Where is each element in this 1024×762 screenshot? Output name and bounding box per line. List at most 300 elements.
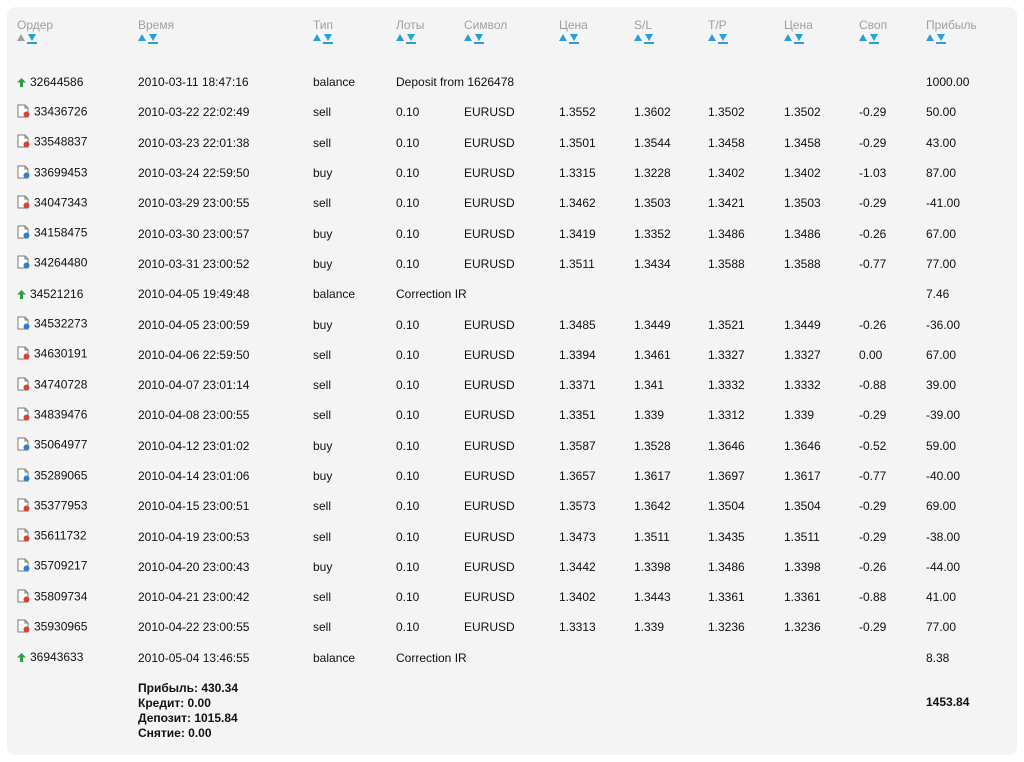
swap-cell: -0.26 bbox=[859, 317, 887, 332]
profit-cell: 7.46 bbox=[926, 287, 950, 302]
order-number: 35709217 bbox=[34, 559, 88, 574]
stop-loss-cell: 1.341 bbox=[634, 378, 665, 393]
red-document-icon bbox=[17, 619, 30, 636]
order-number: 34839476 bbox=[34, 407, 88, 422]
swap-cell: -0.88 bbox=[859, 378, 887, 393]
sort-descending-icon[interactable] bbox=[407, 34, 415, 41]
time-cell: 2010-03-22 22:02:49 bbox=[138, 105, 250, 120]
lots-cell: 0.10 bbox=[396, 317, 420, 332]
stop-loss-cell: 1.3449 bbox=[634, 317, 671, 332]
type-cell: sell bbox=[313, 378, 332, 393]
swap-cell: -0.26 bbox=[859, 559, 887, 574]
symbol-cell: EURUSD bbox=[464, 256, 515, 271]
time-cell: 2010-05-04 13:46:55 bbox=[138, 650, 250, 665]
order-number: 35064977 bbox=[34, 437, 88, 452]
sort-ascending-icon[interactable] bbox=[138, 34, 146, 41]
close-price-cell: 1.3504 bbox=[784, 499, 821, 514]
open-price-cell: 1.3442 bbox=[559, 559, 596, 574]
order-number: 34630191 bbox=[34, 346, 88, 361]
type-cell: sell bbox=[313, 196, 332, 211]
sort-ascending-icon[interactable] bbox=[313, 34, 321, 41]
profit-cell: 1000.00 bbox=[926, 75, 970, 90]
stop-loss-cell: 1.339 bbox=[634, 620, 665, 635]
profit-cell: 43.00 bbox=[926, 135, 957, 150]
column-header-label: Цена bbox=[784, 18, 813, 32]
close-price-cell: 1.3588 bbox=[784, 256, 821, 271]
take-profit-cell: 1.3402 bbox=[708, 166, 745, 181]
type-cell: sell bbox=[313, 135, 332, 150]
open-price-cell: 1.3573 bbox=[559, 499, 596, 514]
open-price-cell: 1.3473 bbox=[559, 529, 596, 544]
profit-cell: -36.00 bbox=[926, 317, 961, 332]
column-header-label: T/P bbox=[708, 18, 727, 32]
profit-cell: 67.00 bbox=[926, 347, 957, 362]
lots-cell: 0.10 bbox=[396, 105, 420, 120]
take-profit-cell: 1.3312 bbox=[708, 408, 745, 423]
type-cell: balance bbox=[313, 75, 356, 90]
close-price-cell: 1.339 bbox=[784, 408, 815, 423]
open-price-cell: 1.3313 bbox=[559, 620, 596, 635]
stop-loss-cell: 1.3511 bbox=[634, 529, 670, 544]
column-header-label: Время bbox=[138, 18, 175, 32]
comment-cell: Correction IR bbox=[396, 287, 467, 302]
order-cell bbox=[17, 128, 138, 158]
sort-controls bbox=[859, 34, 881, 48]
table-row bbox=[17, 309, 1002, 339]
sort-ascending-icon[interactable] bbox=[634, 34, 642, 41]
order-cell bbox=[17, 218, 138, 248]
swap-cell: -0.29 bbox=[859, 529, 887, 544]
sort-controls bbox=[138, 34, 160, 48]
lots-cell: 0.10 bbox=[396, 590, 420, 605]
stop-loss-cell: 1.3352 bbox=[634, 226, 671, 241]
column-header-5 bbox=[559, 17, 634, 67]
lots-cell: 0.10 bbox=[396, 408, 420, 423]
type-cell: buy bbox=[313, 166, 333, 181]
type-cell: sell bbox=[313, 408, 332, 423]
table-row bbox=[17, 97, 1002, 127]
sort-descending-icon[interactable] bbox=[937, 34, 945, 41]
sort-ascending-icon[interactable] bbox=[464, 34, 472, 41]
sort-controls bbox=[313, 34, 335, 48]
close-price-cell: 1.3502 bbox=[784, 105, 821, 120]
time-cell: 2010-04-19 23:00:53 bbox=[138, 529, 250, 544]
table-row bbox=[17, 128, 1002, 158]
order-number: 36943633 bbox=[30, 650, 84, 665]
order-cell bbox=[17, 461, 138, 491]
history-panel bbox=[7, 7, 1017, 755]
order-cell bbox=[17, 97, 138, 127]
stop-loss-cell: 1.3434 bbox=[634, 256, 671, 271]
trade-history-table bbox=[17, 17, 1002, 741]
open-price-cell: 1.3419 bbox=[559, 226, 596, 241]
column-header-label: S/L bbox=[634, 18, 653, 32]
symbol-cell: EURUSD bbox=[464, 196, 515, 211]
sort-ascending-icon[interactable] bbox=[559, 34, 567, 41]
table-row bbox=[17, 521, 1002, 551]
order-cell bbox=[17, 370, 138, 400]
lots-cell: 0.10 bbox=[396, 226, 420, 241]
swap-cell: -0.29 bbox=[859, 196, 887, 211]
take-profit-cell: 1.3504 bbox=[708, 499, 745, 514]
sort-descending-icon[interactable] bbox=[719, 34, 727, 41]
swap-cell: -0.77 bbox=[859, 469, 887, 483]
open-price-cell: 1.3657 bbox=[559, 469, 596, 483]
symbol-cell: EURUSD bbox=[464, 347, 515, 362]
stop-loss-cell: 1.3528 bbox=[634, 438, 671, 453]
order-cell bbox=[17, 158, 138, 188]
table-row bbox=[17, 279, 1002, 309]
red-document-icon bbox=[17, 346, 30, 363]
column-header-9 bbox=[859, 17, 926, 67]
order-cell bbox=[17, 491, 138, 521]
red-document-icon bbox=[17, 104, 30, 121]
time-cell: 2010-03-11 18:47:16 bbox=[138, 75, 249, 90]
table-row bbox=[17, 582, 1002, 612]
symbol-cell: EURUSD bbox=[464, 590, 515, 605]
profit-cell: -41.00 bbox=[926, 196, 961, 211]
sort-descending-icon[interactable] bbox=[870, 34, 878, 41]
open-price-cell: 1.3351 bbox=[559, 408, 596, 423]
order-number: 35611732 bbox=[34, 528, 87, 543]
lots-cell: 0.10 bbox=[396, 620, 420, 635]
header-row bbox=[17, 17, 1002, 67]
type-cell: sell bbox=[313, 620, 332, 635]
open-price-cell: 1.3402 bbox=[559, 590, 596, 605]
sort-descending-icon[interactable] bbox=[149, 34, 157, 41]
close-price-cell: 1.3327 bbox=[784, 347, 821, 362]
symbol-cell: EURUSD bbox=[464, 469, 515, 483]
swap-cell: -0.29 bbox=[859, 499, 887, 514]
sort-descending-icon[interactable] bbox=[475, 34, 483, 41]
open-price-cell: 1.3552 bbox=[559, 105, 596, 120]
open-price-cell: 1.3511 bbox=[559, 256, 595, 271]
order-number: 33548837 bbox=[34, 134, 88, 149]
sort-controls bbox=[784, 34, 806, 48]
symbol-cell: EURUSD bbox=[464, 317, 515, 332]
red-document-icon bbox=[17, 407, 30, 424]
sort-controls bbox=[396, 34, 418, 48]
lots-cell: 0.10 bbox=[396, 378, 420, 393]
blue-document-icon bbox=[17, 316, 30, 333]
comment-cell: Deposit from 1626478 bbox=[396, 75, 515, 90]
close-price-cell: 1.3402 bbox=[784, 166, 821, 181]
open-price-cell: 1.3485 bbox=[559, 317, 596, 332]
sort-ascending-icon[interactable] bbox=[708, 34, 716, 41]
sort-descending-icon[interactable] bbox=[570, 34, 578, 41]
order-cell bbox=[17, 431, 138, 461]
swap-cell: -0.29 bbox=[859, 135, 887, 150]
table-row bbox=[17, 188, 1002, 218]
order-cell bbox=[17, 400, 138, 430]
column-header-label: Прибыль bbox=[926, 18, 977, 32]
type-cell: buy bbox=[313, 438, 333, 453]
blue-document-icon bbox=[17, 255, 30, 272]
time-cell: 2010-04-14 23:01:06 bbox=[138, 469, 250, 483]
sort-ascending-icon[interactable] bbox=[926, 34, 934, 41]
order-cell bbox=[17, 612, 138, 642]
swap-cell: -1.03 bbox=[859, 166, 887, 181]
column-header-8 bbox=[784, 17, 859, 67]
take-profit-cell: 1.3521 bbox=[708, 317, 745, 332]
profit-cell: -44.00 bbox=[926, 559, 961, 574]
column-header-label: Тип bbox=[313, 18, 334, 32]
lots-cell: 0.10 bbox=[396, 499, 420, 514]
time-cell: 2010-03-31 23:00:52 bbox=[138, 256, 250, 271]
order-cell bbox=[17, 521, 138, 551]
table-row bbox=[17, 218, 1002, 248]
order-cell bbox=[17, 552, 138, 582]
column-header-3 bbox=[396, 17, 464, 67]
table-row bbox=[17, 340, 1002, 370]
table-row bbox=[17, 400, 1002, 430]
sort-ascending-icon[interactable] bbox=[784, 34, 792, 41]
blue-document-icon bbox=[17, 165, 30, 182]
sort-controls bbox=[926, 34, 948, 48]
time-cell: 2010-04-05 19:49:48 bbox=[138, 287, 250, 302]
stop-loss-cell: 1.3642 bbox=[634, 499, 671, 514]
sort-descending-icon[interactable] bbox=[645, 34, 653, 41]
red-document-icon bbox=[17, 589, 30, 606]
column-header-4 bbox=[464, 17, 559, 67]
swap-cell: -0.29 bbox=[859, 105, 887, 120]
order-cell bbox=[17, 309, 138, 339]
swap-cell: -0.26 bbox=[859, 226, 887, 241]
open-price-cell: 1.3394 bbox=[559, 347, 596, 362]
take-profit-cell: 1.3435 bbox=[708, 529, 745, 544]
type-cell: balance bbox=[313, 650, 356, 665]
column-header-label: Лоты bbox=[396, 18, 425, 32]
type-cell: sell bbox=[313, 590, 332, 605]
type-cell: sell bbox=[313, 499, 332, 514]
take-profit-cell: 1.3502 bbox=[708, 105, 745, 120]
order-number: 34047343 bbox=[34, 195, 88, 210]
time-cell: 2010-04-05 23:00:59 bbox=[138, 317, 250, 332]
sort-descending-icon[interactable] bbox=[28, 34, 36, 41]
summary-credit: Кредит: 0.00 bbox=[138, 695, 211, 710]
time-cell: 2010-04-06 22:59:50 bbox=[138, 347, 250, 362]
time-cell: 2010-04-07 23:01:14 bbox=[138, 378, 250, 393]
profit-cell: -38.00 bbox=[926, 529, 961, 544]
sort-controls bbox=[634, 34, 656, 48]
sort-ascending-icon[interactable] bbox=[859, 34, 867, 41]
order-number: 34740728 bbox=[34, 377, 88, 392]
open-price-cell: 1.3462 bbox=[559, 196, 596, 211]
time-cell: 2010-04-22 23:00:55 bbox=[138, 620, 250, 635]
column-header-label: Ордер bbox=[17, 18, 54, 32]
column-header-6 bbox=[634, 17, 708, 67]
type-cell: balance bbox=[313, 287, 356, 302]
stop-loss-cell: 1.339 bbox=[634, 408, 665, 423]
table-row bbox=[17, 67, 1002, 97]
open-price-cell: 1.3371 bbox=[559, 378, 596, 393]
order-number: 34521216 bbox=[30, 286, 84, 301]
type-cell: buy bbox=[313, 317, 333, 332]
time-cell: 2010-03-29 23:00:55 bbox=[138, 196, 250, 211]
order-number: 33699453 bbox=[34, 165, 88, 180]
profit-cell: 39.00 bbox=[926, 378, 957, 393]
blue-document-icon bbox=[17, 225, 30, 242]
column-header-10 bbox=[926, 17, 1002, 67]
close-price-cell: 1.3398 bbox=[784, 559, 821, 574]
symbol-cell: EURUSD bbox=[464, 499, 515, 514]
order-number: 35377953 bbox=[34, 498, 88, 513]
stop-loss-cell: 1.3398 bbox=[634, 559, 671, 574]
order-cell bbox=[17, 643, 138, 673]
lots-cell: 0.10 bbox=[396, 529, 420, 544]
lots-cell: 0.10 bbox=[396, 559, 420, 574]
close-price-cell: 1.3646 bbox=[784, 438, 821, 453]
symbol-cell: EURUSD bbox=[464, 408, 515, 423]
summary-deposit: Депозит: 1015.84 bbox=[138, 710, 238, 725]
close-price-cell: 1.3503 bbox=[784, 196, 821, 211]
swap-cell: -0.77 bbox=[859, 256, 887, 271]
type-cell: sell bbox=[313, 347, 332, 362]
comment-cell: Correction IR bbox=[396, 650, 467, 665]
close-price-cell: 1.3617 bbox=[784, 469, 821, 483]
summary-profit: Прибыль: 430.34 bbox=[138, 680, 239, 695]
sort-controls bbox=[559, 34, 581, 48]
symbol-cell: EURUSD bbox=[464, 135, 515, 150]
lots-cell: 0.10 bbox=[396, 347, 420, 362]
stop-loss-cell: 1.3602 bbox=[634, 105, 671, 120]
symbol-cell: EURUSD bbox=[464, 378, 515, 393]
lots-cell: 0.10 bbox=[396, 256, 420, 271]
red-document-icon bbox=[17, 528, 30, 545]
open-price-cell: 1.3587 bbox=[559, 438, 596, 453]
table-row bbox=[17, 370, 1002, 400]
stop-loss-cell: 1.3461 bbox=[634, 347, 671, 362]
blue-document-icon bbox=[17, 468, 30, 485]
take-profit-cell: 1.3327 bbox=[708, 347, 745, 362]
close-price-cell: 1.3458 bbox=[784, 135, 821, 150]
column-header-label: Своп bbox=[859, 18, 888, 32]
stop-loss-cell: 1.3443 bbox=[634, 590, 671, 605]
table-row bbox=[17, 461, 1002, 491]
column-header-2 bbox=[313, 17, 396, 67]
type-cell: buy bbox=[313, 226, 333, 241]
profit-cell: 77.00 bbox=[926, 256, 957, 271]
green-up-arrow-icon bbox=[17, 288, 26, 302]
time-cell: 2010-04-15 23:00:51 bbox=[138, 499, 250, 514]
order-number: 34264480 bbox=[34, 256, 88, 271]
symbol-cell: EURUSD bbox=[464, 529, 515, 544]
order-number: 35809734 bbox=[34, 589, 88, 604]
order-cell bbox=[17, 249, 138, 279]
column-header-label: Цена bbox=[559, 18, 588, 32]
time-cell: 2010-04-20 23:00:43 bbox=[138, 559, 250, 574]
sort-ascending-icon[interactable] bbox=[17, 34, 25, 41]
table-row bbox=[17, 491, 1002, 521]
close-price-cell: 1.3332 bbox=[784, 378, 821, 393]
order-cell bbox=[17, 67, 138, 97]
profit-cell: -39.00 bbox=[926, 408, 961, 423]
sort-ascending-icon[interactable] bbox=[396, 34, 404, 41]
profit-cell: 50.00 bbox=[926, 105, 957, 120]
lots-cell: 0.10 bbox=[396, 469, 420, 483]
type-cell: buy bbox=[313, 469, 333, 483]
table-row bbox=[17, 643, 1002, 673]
close-price-cell: 1.3449 bbox=[784, 317, 821, 332]
swap-cell: -0.88 bbox=[859, 590, 887, 605]
take-profit-cell: 1.3646 bbox=[708, 438, 745, 453]
take-profit-cell: 1.3486 bbox=[708, 226, 745, 241]
table-row bbox=[17, 552, 1002, 582]
time-cell: 2010-03-23 22:01:38 bbox=[138, 135, 250, 150]
stop-loss-cell: 1.3617 bbox=[634, 469, 671, 483]
take-profit-cell: 1.3697 bbox=[708, 469, 745, 483]
time-cell: 2010-04-12 23:01:02 bbox=[138, 438, 250, 453]
green-up-arrow-icon bbox=[17, 76, 26, 90]
order-cell bbox=[17, 279, 138, 309]
open-price-cell: 1.3315 bbox=[559, 166, 596, 181]
sort-controls bbox=[17, 34, 39, 48]
symbol-cell: EURUSD bbox=[464, 620, 515, 635]
take-profit-cell: 1.3486 bbox=[708, 559, 745, 574]
order-number: 34158475 bbox=[34, 225, 88, 240]
time-cell: 2010-03-24 22:59:50 bbox=[138, 166, 250, 181]
sort-descending-icon[interactable] bbox=[795, 34, 803, 41]
order-number: 35930965 bbox=[34, 619, 88, 634]
time-cell: 2010-04-08 23:00:55 bbox=[138, 408, 250, 423]
table-row bbox=[17, 249, 1002, 279]
order-number: 35289065 bbox=[34, 468, 88, 483]
summary-withdrawal: Снятие: 0.00 bbox=[138, 725, 212, 740]
type-cell: buy bbox=[313, 559, 333, 574]
take-profit-cell: 1.3361 bbox=[708, 590, 745, 605]
summary-total: 1453.84 bbox=[926, 694, 970, 709]
blue-document-icon bbox=[17, 437, 30, 454]
red-document-icon bbox=[17, 195, 30, 212]
symbol-cell: EURUSD bbox=[464, 105, 515, 120]
sort-descending-icon[interactable] bbox=[324, 34, 332, 41]
red-document-icon bbox=[17, 498, 30, 515]
blue-document-icon bbox=[17, 558, 30, 575]
stop-loss-cell: 1.3544 bbox=[634, 135, 671, 150]
type-cell: sell bbox=[313, 105, 332, 120]
order-cell bbox=[17, 340, 138, 370]
column-header-0 bbox=[17, 17, 138, 67]
stop-loss-cell: 1.3503 bbox=[634, 196, 671, 211]
column-header-7 bbox=[708, 17, 784, 67]
take-profit-cell: 1.3458 bbox=[708, 135, 745, 150]
order-number: 32644586 bbox=[30, 74, 84, 89]
swap-cell: 0.00 bbox=[859, 347, 883, 362]
red-document-icon bbox=[17, 134, 30, 151]
profit-cell: 41.00 bbox=[926, 590, 957, 605]
red-document-icon bbox=[17, 377, 30, 394]
summary-row bbox=[17, 673, 1002, 741]
column-header-1 bbox=[138, 17, 313, 67]
order-cell bbox=[17, 188, 138, 218]
profit-cell: 87.00 bbox=[926, 166, 957, 181]
swap-cell: -0.52 bbox=[859, 438, 887, 453]
close-price-cell: 1.3511 bbox=[784, 529, 820, 544]
order-number: 33436726 bbox=[34, 104, 88, 119]
type-cell: buy bbox=[313, 256, 333, 271]
table-row bbox=[17, 431, 1002, 461]
swap-cell: -0.29 bbox=[859, 408, 887, 423]
take-profit-cell: 1.3421 bbox=[708, 196, 745, 211]
close-price-cell: 1.3236 bbox=[784, 620, 821, 635]
lots-cell: 0.10 bbox=[396, 166, 420, 181]
time-cell: 2010-04-21 23:00:42 bbox=[138, 590, 250, 605]
take-profit-cell: 1.3236 bbox=[708, 620, 745, 635]
column-header-label: Символ bbox=[464, 18, 508, 32]
time-cell: 2010-03-30 23:00:57 bbox=[138, 226, 250, 241]
close-price-cell: 1.3486 bbox=[784, 226, 821, 241]
symbol-cell: EURUSD bbox=[464, 559, 515, 574]
